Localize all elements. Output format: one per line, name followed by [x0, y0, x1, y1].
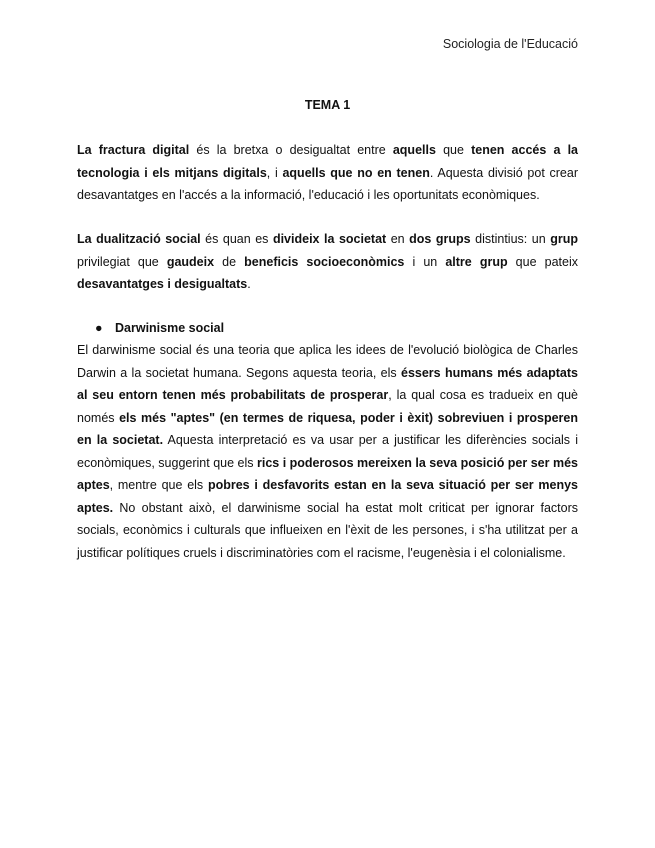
text-run: . Aquesta divisió pot crear desavantatges en l'accés a la informació, l'educació i les oportunitats econòmiques. [77, 165, 578, 202]
bold-run: La fractura digital [77, 143, 190, 157]
text-run: privilegiat que [77, 254, 167, 269]
bullet-marker: ● [95, 321, 103, 335]
text-run: i un [404, 254, 446, 269]
bold-run: pobres i desfavorits estan en la seva situació per ser menys aptes. [77, 478, 579, 515]
bold-run: divideix la societat [272, 232, 387, 246]
text-run: , la qual cosa es tradueix en què només [77, 388, 579, 425]
text-run: en [386, 232, 410, 246]
bold-run: beneficis socioeconòmics [244, 254, 405, 269]
course-name: Sociologia de l'Educació [442, 37, 578, 51]
paragraph-social-dualization [77, 228, 578, 296]
bold-run: La dualització social [77, 232, 201, 246]
text-run: és quan es [200, 232, 273, 246]
bold-run: dos grups [409, 232, 471, 246]
document-title: TEMA 1 [304, 98, 351, 112]
bold-run: aquells [392, 143, 436, 157]
paragraph-social-darwinism [77, 339, 578, 564]
bold-run: altre grup [445, 254, 508, 269]
page-header [443, 37, 578, 51]
text-run: El darwinisme social és una teoria que aplica les idees de l'evolució biològica de Charles Darwin a la societat humana. Segons aquesta teoria, els [77, 343, 578, 380]
text-run: és la bretxa o desigualtat entre [189, 143, 393, 157]
text-run: No obstant això, el darwinisme social ha estat molt criticat per ignorar factors socials, econòmics i culturals que influeixen en l'èxit de les persones, i s'ha utilitzat per a justificar polítiques cruels i discriminatòries com el racisme, l'eugenèsia i el colonialisme. [77, 500, 578, 560]
bold-run: grup [550, 232, 578, 246]
text-run: distintius: un [470, 232, 551, 246]
bold-run: éssers humans més adaptats al seu entorn tenen més probabilitats de prosperar [77, 365, 579, 402]
bold-run: els més "aptes" (en termes de riquesa, poder i èxit) sobreviuen i prosperen en la societat. [77, 410, 578, 447]
bold-run: aquells que no en tenen [282, 165, 430, 180]
text-run: que pateix [507, 254, 578, 269]
bullet-heading-darwinism [95, 317, 224, 339]
bullet-heading-text: Darwinisme social [115, 321, 225, 335]
text-run: , mentre que els [109, 478, 208, 492]
bold-run: tenen accés a la tecnologia i els mitjans digitals [77, 143, 578, 180]
text-run: , i [266, 165, 283, 180]
text-run: que [435, 143, 472, 157]
bold-run: gaudeix [166, 254, 215, 269]
text-run: Aquesta interpretació es va usar per a justificar les diferències socials i econòmiques, suggerint que els [77, 433, 578, 470]
bold-run: desavantatges i desigualtats [77, 277, 248, 291]
paragraph-digital-divide [77, 139, 578, 207]
text-run: . [247, 277, 251, 291]
bold-run: rics i poderosos mereixen la seva posició per ser més aptes [77, 455, 578, 492]
text-run: de [214, 254, 245, 269]
